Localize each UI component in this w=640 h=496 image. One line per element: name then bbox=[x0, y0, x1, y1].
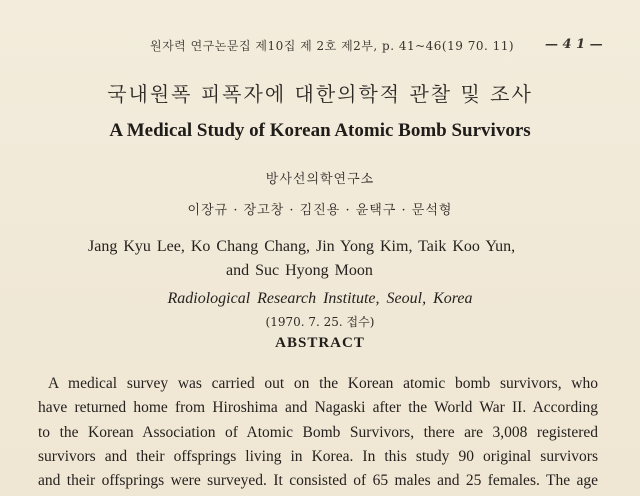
abstract-line: have returned home from Hiroshima and Nagaski after the World War II. According bbox=[38, 399, 598, 417]
authors-english bbox=[88, 235, 568, 283]
abstract-line: to the Korean Association of Atomic Bomb Survivors, there are 3,008 registered bbox=[38, 423, 598, 441]
authors-english-line-2: and Suc Hyong Moon bbox=[226, 262, 373, 279]
abstract-line: survivors and their offsprings living in Korea. In this study 90 original survivors bbox=[38, 447, 598, 465]
abstract-heading: ABSTRACT bbox=[275, 335, 365, 351]
received-date: (1970. 7. 25. 접수) bbox=[265, 315, 375, 329]
running-header: 원자력 연구논문집 제10집 제 2호 제2부, p. 41~46(19 70. 11) bbox=[150, 39, 515, 53]
page-number: — 4 1 — bbox=[545, 37, 603, 52]
institute-english: Radiological Research Institute, Seoul, Korea bbox=[167, 290, 473, 307]
abstract-line: and their offsprings were surveyed. It consisted of 65 males and 25 females. The age bbox=[38, 472, 598, 490]
title-korean: 국내원폭 피폭자에 대한의학적 관찰 및 조사 bbox=[107, 82, 533, 106]
affiliation-korean: 방사선의학연구소 bbox=[265, 172, 375, 187]
abstract-body bbox=[38, 372, 598, 493]
title-english: A Medical Study of Korean Atomic Bomb Survivors bbox=[109, 120, 531, 141]
authors-english-line-1: Jang Kyu Lee, Ko Chang Chang, Jin Yong Kim, Taik Koo Yun, bbox=[88, 238, 516, 255]
authors-korean: 이장규 · 장고창 · 김진용 · 윤택구 · 문석형 bbox=[187, 203, 453, 218]
abstract-line: A medical survey was carried out on the Korean atomic bomb survivors, who bbox=[48, 375, 598, 392]
